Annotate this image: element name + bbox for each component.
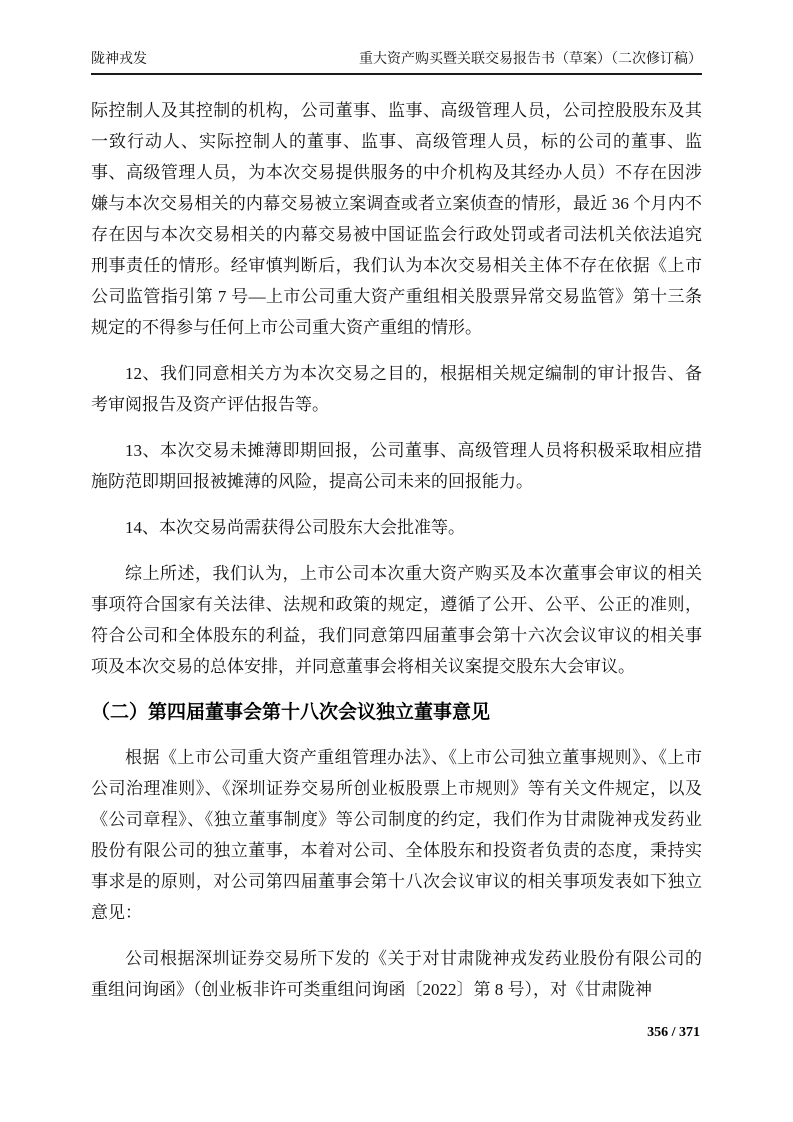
header-divider: [91, 73, 702, 75]
header-document-title: 重大资产购买暨关联交易报告书（草案）（二次修订稿）: [359, 52, 702, 67]
body-paragraph-conclusion: 综上所述，我们认为，上市公司本次重大资产购买及本次董事会审议的相关事项符合国家有关法律、法规和政策的规定，遵循了公开、公平、公正的准则，符合公司和全体股东的利益，我们同意第四届董事会第十六次会议审议的相关事项及本次交易的总体安排，并同意董事会将相关议案提交股东大会审议。: [91, 564, 702, 676]
page-header: [91, 50, 702, 75]
body-paragraph-basis: 根据《上市公司重大资产重组管理办法》、《上市公司独立董事规则》、《上市公司治理准则》、《深圳证券交易所创业板股票上市规则》等有关文件规定，以及《公司章程》、《独立董事制度》等公司制度的约定，我们作为甘肃陇神戎发药业股份有限公司的独立董事，本着对公司、全体股东和投资者负责的态度，秉持实事求是的原则，对公司第四届董事会第十八次会议审议的相关事项发表如下独立意见：: [91, 748, 702, 922]
body-paragraph-inquiry-letter: 公司根据深圳证券交易所下发的《关于对甘肃陇神戎发药业股份有限公司的重组问询函》（创业板非许可类重组问询函〔2022〕第 8 号），对《甘肃陇神: [91, 949, 702, 999]
page-footer: [647, 1024, 700, 1042]
section-heading: （二）第四届董事会第十八次会议独立董事意见: [91, 702, 491, 723]
document-body: [91, 95, 702, 1020]
body-paragraph-item-12: 12、我们同意相关方为本次交易之目的，根据相关规定编制的审计报告、备考审阅报告及资产评估报告等。: [91, 364, 702, 414]
body-paragraph-item-13: 13、本次交易未摊薄即期回报，公司董事、高级管理人员将积极采取相应措施防范即期回报被摊薄的风险，提高公司未来的回报能力。: [91, 441, 702, 491]
page-number: 356 / 371: [647, 1025, 700, 1040]
body-paragraph-item-14: 14、本次交易尚需获得公司股东大会批准等。: [125, 518, 465, 537]
header-company-name: 陇神戎发: [91, 52, 147, 67]
body-paragraph-continuation: 际控制人及其控制的机构，公司董事、监事、高级管理人员，公司控股股东及其一致行动人、实际控制人的董事、监事、高级管理人员，标的公司的董事、监事、高级管理人员，为本次交易提供服务的中介机构及其经办人员）不存在因涉嫌与本次交易相关的内幕交易被立案调查或者立案侦查的情形，最近 36 个月内不存在因与本次交易相关的内幕交易被中国证监会行政处罚或者司法机关依法追究刑事责任的情形。经审慎判断后，我们认为本次交易相关主体不存在依据《上市公司监管指引第 7 号—上市公司重大资产重组相关股票异常交易监管》第十三条规定的不得参与任何上市公司重大资产重组的情形。: [91, 101, 702, 337]
